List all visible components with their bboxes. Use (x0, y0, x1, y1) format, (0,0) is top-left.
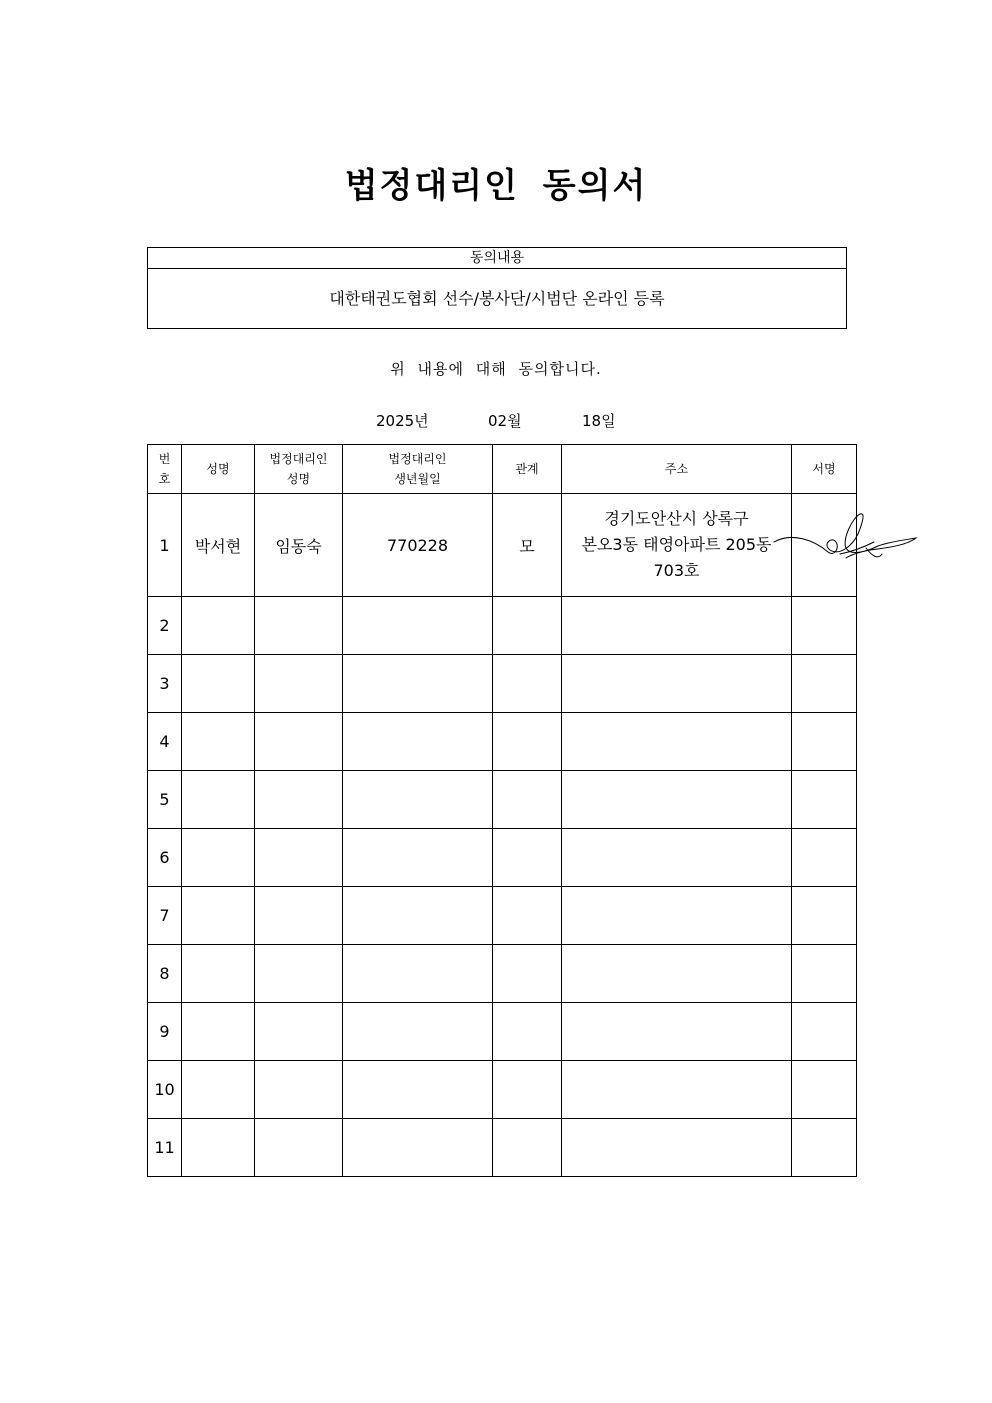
row-relation (493, 597, 562, 655)
header-number-line2: 호 (158, 472, 171, 486)
table-row (148, 494, 857, 597)
consent-header: 동의내용 (148, 248, 846, 269)
row-relation (493, 887, 562, 945)
row-relation (493, 713, 562, 771)
row-guardian-birth (343, 1003, 493, 1061)
row-number: 6 (148, 829, 182, 887)
row-name (182, 1003, 255, 1061)
row-relation (493, 655, 562, 713)
row-guardian-birth (343, 771, 493, 829)
header-guardian-birth-line1: 법정대리인 (388, 452, 447, 466)
row-guardian-name (255, 713, 343, 771)
row-name (182, 1119, 255, 1177)
row-signature-cell (792, 597, 857, 655)
row-signature-cell (792, 1061, 857, 1119)
table-row (148, 887, 857, 945)
guardian-table (147, 444, 857, 1177)
row-relation (493, 945, 562, 1003)
table-row (148, 1061, 857, 1119)
row-number: 4 (148, 713, 182, 771)
row-address (562, 1119, 792, 1177)
row-guardian-name (255, 945, 343, 1003)
row-relation (493, 771, 562, 829)
header-number-line1: 번 (158, 452, 171, 466)
row-guardian-name: 임동숙 (255, 494, 343, 597)
row-guardian-name (255, 771, 343, 829)
table-row (148, 655, 857, 713)
row-number: 9 (148, 1003, 182, 1061)
row-address (562, 1061, 792, 1119)
row-address (562, 1003, 792, 1061)
row-address (562, 945, 792, 1003)
row-guardian-birth (343, 655, 493, 713)
table-header-row (148, 445, 857, 494)
row-name (182, 655, 255, 713)
row-relation (493, 1061, 562, 1119)
row-signature-cell (792, 771, 857, 829)
row-signature-cell (792, 1119, 857, 1177)
header-guardian-name-line2: 성명 (286, 472, 311, 486)
header-guardian-birth-line2: 생년월일 (394, 472, 441, 486)
row-guardian-name (255, 1061, 343, 1119)
page-title: 법정대리인 동의서 (344, 166, 648, 206)
address-line: 본오3동 태영아파트 205동 (581, 535, 772, 554)
row-name (182, 713, 255, 771)
row-name (182, 597, 255, 655)
row-signature-cell (792, 945, 857, 1003)
row-signature-cell (792, 655, 857, 713)
row-address (562, 655, 792, 713)
row-address (562, 494, 792, 597)
table-row (148, 1119, 857, 1177)
row-relation (493, 1119, 562, 1177)
table-row (148, 1003, 857, 1061)
row-guardian-birth (343, 887, 493, 945)
row-name (182, 1061, 255, 1119)
agreement-statement: 위 내용에 대해 동의합니다. (390, 360, 602, 378)
row-guardian-name (255, 655, 343, 713)
row-address (562, 829, 792, 887)
row-guardian-name (255, 1003, 343, 1061)
row-signature-cell (792, 829, 857, 887)
row-signature-cell (792, 713, 857, 771)
header-relation: 관계 (493, 445, 562, 494)
date-day: 18일 (582, 412, 616, 430)
row-guardian-birth (343, 1061, 493, 1119)
table-row (148, 771, 857, 829)
header-guardian-name-line1: 법정대리인 (269, 452, 328, 466)
table-row (148, 945, 857, 1003)
row-guardian-name (255, 829, 343, 887)
header-name: 성명 (182, 445, 255, 494)
row-guardian-birth (343, 713, 493, 771)
address-line: 703호 (653, 561, 700, 580)
row-guardian-name (255, 597, 343, 655)
row-number: 11 (148, 1119, 182, 1177)
header-signature: 서명 (792, 445, 857, 494)
row-name (182, 771, 255, 829)
row-number: 10 (148, 1061, 182, 1119)
table-row (148, 597, 857, 655)
row-guardian-birth (343, 1119, 493, 1177)
row-relation (493, 829, 562, 887)
handwritten-signature (770, 506, 930, 568)
date-year: 2025년 (376, 412, 429, 430)
header-guardian-birth (343, 445, 493, 494)
table-row (148, 713, 857, 771)
row-number: 1 (148, 494, 182, 597)
row-guardian-birth: 770228 (343, 494, 493, 597)
row-address (562, 771, 792, 829)
row-address (562, 597, 792, 655)
row-number: 7 (148, 887, 182, 945)
row-guardian-name (255, 887, 343, 945)
row-signature-cell (792, 1003, 857, 1061)
row-number: 5 (148, 771, 182, 829)
row-name (182, 829, 255, 887)
table-row (148, 829, 857, 887)
row-guardian-birth (343, 597, 493, 655)
row-number: 3 (148, 655, 182, 713)
row-signature-cell (792, 887, 857, 945)
row-address (562, 713, 792, 771)
address-line: 경기도안산시 상록구 (604, 509, 749, 528)
row-number: 8 (148, 945, 182, 1003)
row-name: 박서현 (182, 494, 255, 597)
header-guardian-name (255, 445, 343, 494)
row-number: 2 (148, 597, 182, 655)
header-number (148, 445, 182, 494)
row-guardian-birth (343, 829, 493, 887)
date-month: 02월 (488, 412, 522, 430)
row-relation (493, 1003, 562, 1061)
row-guardian-birth (343, 945, 493, 1003)
row-name (182, 945, 255, 1003)
row-address (562, 887, 792, 945)
row-relation: 모 (493, 494, 562, 597)
consent-box (147, 247, 847, 329)
consent-content: 대한태권도협회 선수/봉사단/시범단 온라인 등록 (329, 289, 665, 308)
header-address: 주소 (562, 445, 792, 494)
row-name (182, 887, 255, 945)
row-guardian-name (255, 1119, 343, 1177)
